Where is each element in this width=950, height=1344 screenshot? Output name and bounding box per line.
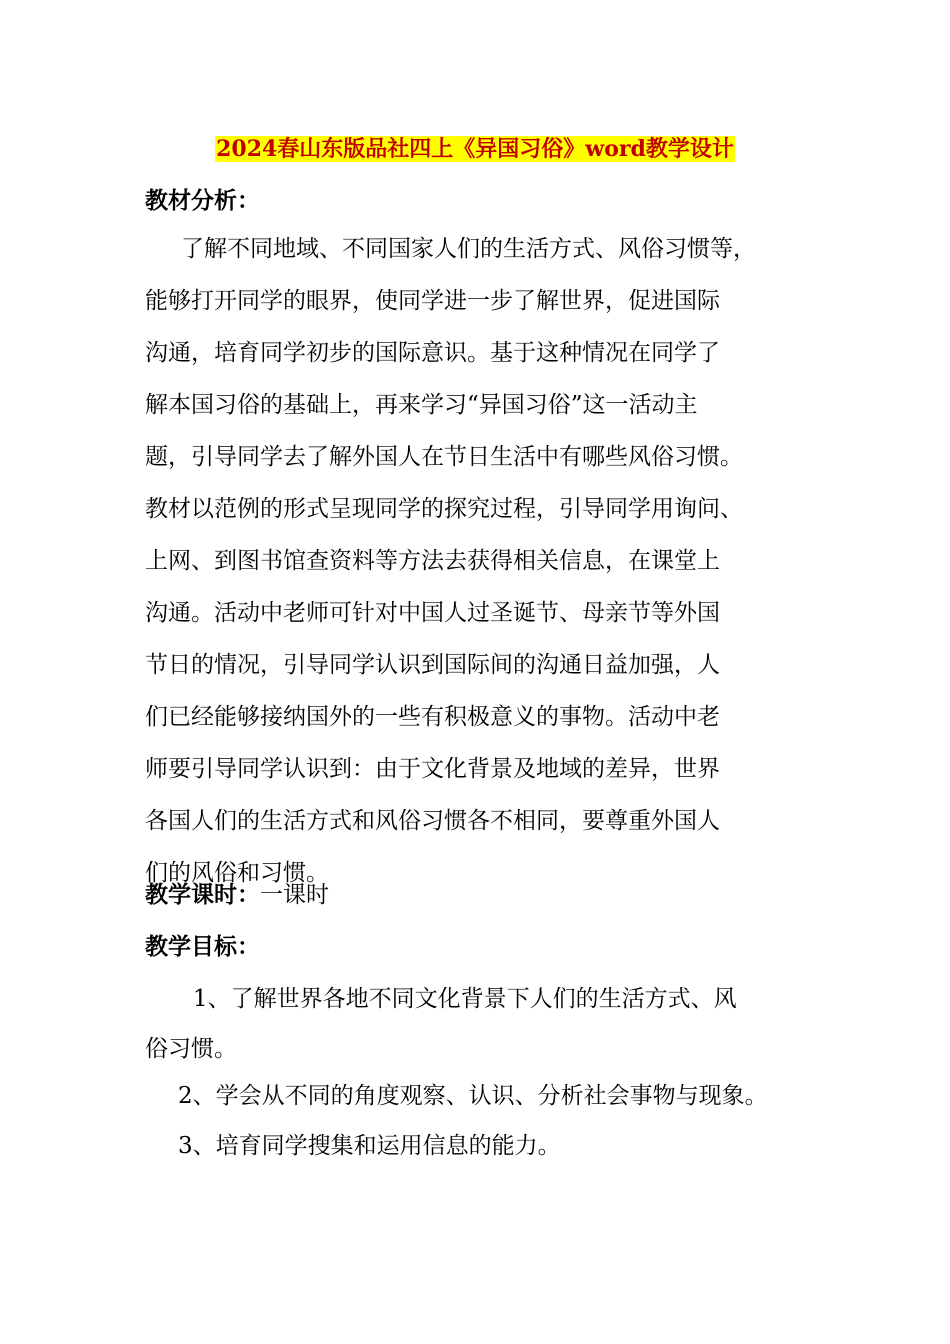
goal-line: 1、了解世界各地不同文化背景下人们的生活方式、风: [193, 986, 737, 1012]
analysis-line: 们的风俗和习惯。: [145, 860, 329, 886]
analysis-line: 师要引导同学认识到：由于文化背景及地域的差异，世界: [145, 756, 720, 782]
analysis-line: 沟通，培育同学初步的国际意识。基于这种情况在同学了: [145, 340, 720, 366]
analysis-line: 教材以范例的形式呈现同学的探究过程，引导同学用询问、: [145, 496, 743, 522]
analysis-line: 解本国习俗的基础上，再来学习“异国习俗”这一活动主: [145, 392, 698, 418]
analysis-line: 各国人们的生活方式和风俗习惯各不相同，要尊重外国人: [145, 808, 720, 834]
analysis-line: 上网、到图书馆查资料等方法去获得相关信息，在课堂上: [145, 548, 720, 574]
goal-line: 3、培育同学搜集和运用信息的能力。: [178, 1133, 561, 1159]
analysis-line: 们已经能够接纳国外的一些有积极意义的事物。活动中老: [145, 704, 720, 730]
hours-heading-label: 教学课时：: [145, 881, 260, 908]
goals-heading: 教学目标：: [145, 933, 260, 960]
hours-value: 一课时: [260, 882, 329, 908]
analysis-line: 题，引导同学去了解外国人在节日生活中有哪些风俗习惯。: [145, 444, 743, 470]
analysis-heading: 教材分析：: [145, 187, 260, 214]
document-title: [0, 133, 950, 165]
hours-heading: [145, 879, 329, 911]
analysis-line: 节日的情况，引导同学认识到国际间的沟通日益加强，人: [145, 652, 720, 678]
analysis-line: 了解不同地域、不同国家人们的生活方式、风俗习惯等，: [181, 236, 756, 262]
document-title-text: 2024春山东版品社四上《异国习俗》word教学设计: [216, 136, 734, 162]
analysis-line: 能够打开同学的眼界，使同学进一步了解世界，促进国际: [145, 288, 720, 314]
goal-line: 2、学会从不同的角度观察、认识、分析社会事物与现象。: [178, 1083, 768, 1109]
goal-line: 俗习惯。: [145, 1036, 237, 1062]
analysis-line: 沟通。活动中老师可针对中国人过圣诞节、母亲节等外国: [145, 600, 720, 626]
